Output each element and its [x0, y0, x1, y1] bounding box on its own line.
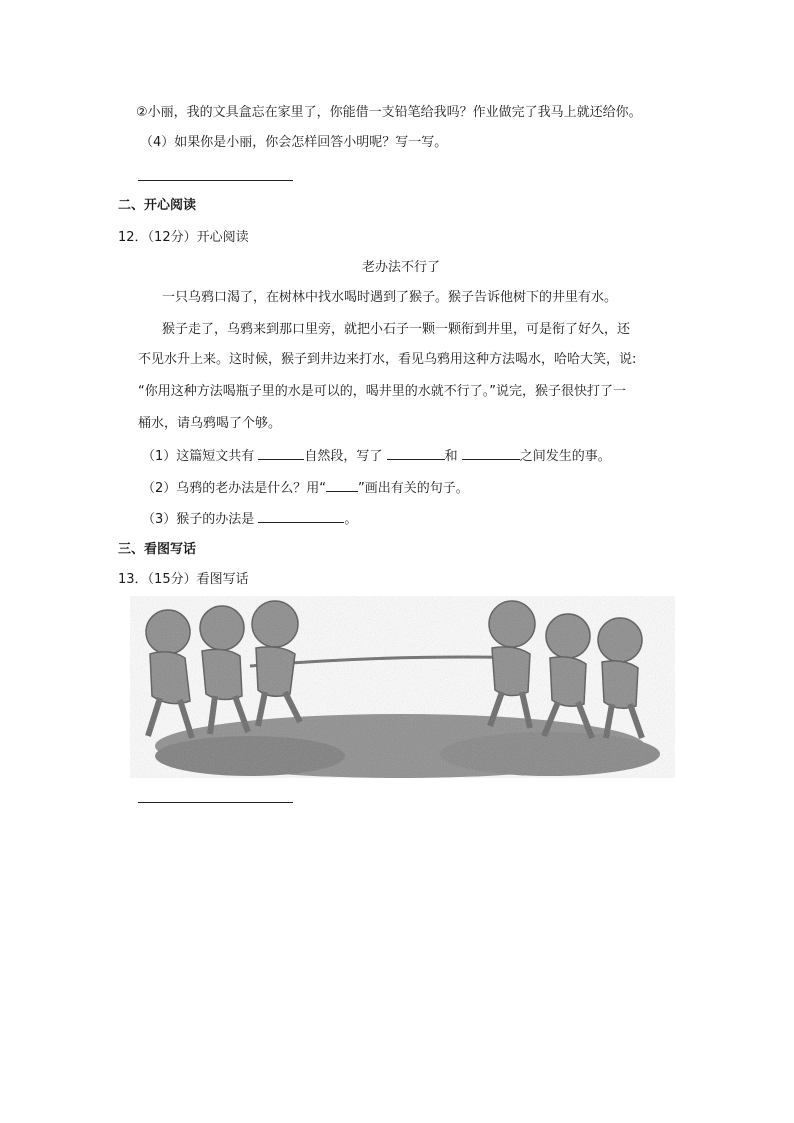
sub-question-1-suffix: 之间发生的事。 — [519, 449, 611, 464]
section-2-heading: 二、开心阅读 — [118, 198, 197, 213]
question-12-title: 12．（12分）开心阅读 — [118, 230, 249, 245]
blank-monkey-method[interactable] — [258, 508, 344, 523]
sub-question-2-suffix: ”画出有关的句子。 — [358, 481, 469, 496]
story-title: 老办法不行了 — [362, 260, 441, 275]
item-2-text: ②小丽，我的文具盒忘在家里了，你能借一支铅笔给我吗？作业做完了我马上就还给你。 — [136, 105, 642, 120]
sub-question-1 — [142, 445, 611, 467]
sub-question-2 — [142, 477, 469, 499]
story-paragraph-2-line-4: 桶水，请乌鸦喝了个够。 — [138, 416, 282, 431]
sub-question-3-prefix: （3）猴子的办法是 — [142, 512, 255, 527]
blank-paragraph-count[interactable] — [258, 445, 304, 460]
answer-line-q13[interactable] — [138, 802, 293, 803]
underline-symbol — [326, 477, 358, 492]
sub-question-1-mid: 自然段，写了 — [304, 449, 383, 464]
sub-question-3 — [142, 508, 357, 530]
section-3-heading: 三、看图写话 — [118, 542, 197, 557]
story-paragraph-2-line-2: 不见水升上来。这时候，猴子到井边来打水，看见乌鸦用这种方法喝水，哈哈大笑，说: — [138, 352, 637, 367]
tug-of-war-illustration — [130, 596, 675, 778]
question-13-title: 13．（15分）看图写话 — [118, 572, 249, 587]
story-paragraph-2-line-1: 猴子走了，乌鸦来到那口里旁，就把小石子一颗一颗衔到井里，可是衔了好久，还 — [162, 322, 631, 337]
story-paragraph-1: 一只乌鸦口渴了，在树林中找水喝时遇到了猴子。猴子告诉他树下的井里有水。 — [162, 290, 618, 305]
story-paragraph-2-line-3: “你用这种方法喝瓶子里的水是可以的，喝井里的水就不行了。”说完，猴子很快打了一 — [138, 384, 626, 399]
sub-question-2-prefix: （2）乌鸦的老办法是什么？用“ — [142, 481, 327, 496]
sub-question-3-suffix: 。 — [344, 512, 358, 527]
sub-question-1-and: 和 — [444, 449, 458, 464]
blank-character-2[interactable] — [462, 445, 520, 460]
answer-line-q4[interactable] — [138, 180, 293, 181]
question-4-text: （4）如果你是小丽，你会怎样回答小明呢？写一写。 — [140, 135, 448, 150]
blank-character-1[interactable] — [387, 445, 445, 460]
sub-question-1-prefix: （1）这篇短文共有 — [142, 449, 255, 464]
